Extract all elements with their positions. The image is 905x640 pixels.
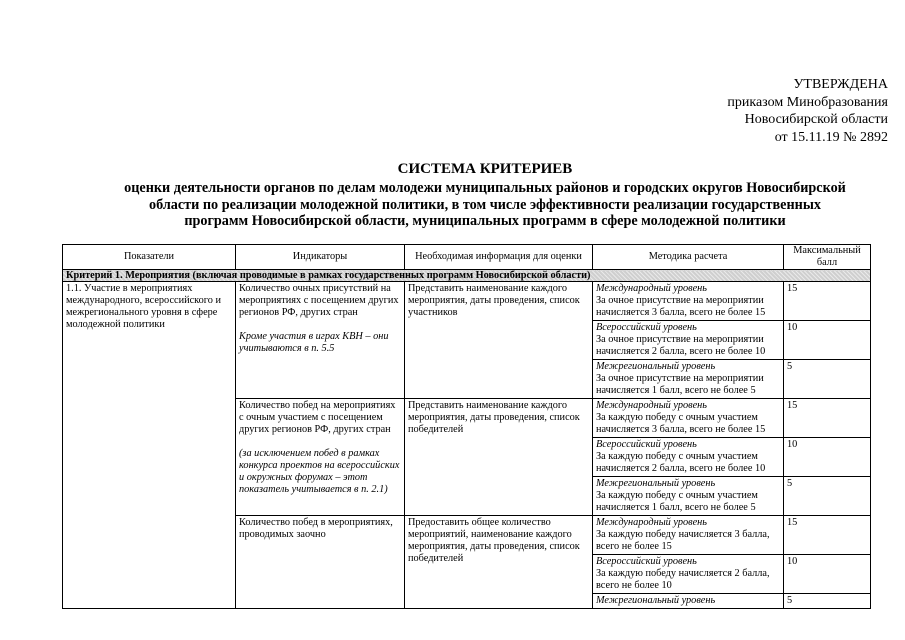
- approval-line-3: Новосибирской области: [744, 112, 888, 127]
- level-label: Всероссийский уровень: [596, 556, 697, 567]
- score-cell: 10: [784, 555, 871, 594]
- indicator-cell: [236, 399, 405, 516]
- method-cell: [593, 555, 784, 594]
- level-label: Межрегиональный уровень: [596, 361, 716, 372]
- score-cell: 15: [784, 516, 871, 555]
- info-cell: Предоставить общее количество мероприятий, наименование каждого мероприятия, даты проведения, список победителей: [405, 516, 593, 609]
- approval-line-1: УТВЕРЖДЕНА: [793, 77, 888, 92]
- criterion-row: [63, 270, 871, 282]
- indicator-cell: [236, 282, 405, 399]
- indicator-text: Количество побед на мероприятиях с очным участием с посещением других регионов РФ, других стран: [239, 400, 396, 435]
- document-subtitle: [60, 180, 905, 230]
- indicator-cell: [236, 516, 405, 609]
- level-label: Межрегиональный уровень: [596, 478, 716, 489]
- method-cell: [593, 594, 784, 609]
- indicator-name-cell: 1.1. Участие в мероприятиях международного, всероссийского и межрегионального уровня в сфере молодежной политики: [63, 282, 236, 609]
- level-label: Международный уровень: [596, 400, 707, 411]
- level-label: Международный уровень: [596, 517, 707, 528]
- approval-line-2: приказом Минобразования: [727, 94, 888, 110]
- level-label: Всероссийский уровень: [596, 322, 697, 333]
- score-cell: 10: [784, 321, 871, 360]
- method-text: За каждую победу с очным участием начисляется 3 балла, всего не более 15: [596, 412, 766, 435]
- score-cell: 5: [784, 477, 871, 516]
- indicator-text: Количество очных присутствий на мероприятиях с посещением других регионов РФ, других стран: [239, 283, 399, 318]
- score-cell: 5: [784, 594, 871, 609]
- level-label: Межрегиональный уровень: [596, 595, 716, 606]
- score-cell: 15: [784, 399, 871, 438]
- header-indicators-group: Показатели: [63, 245, 236, 270]
- criteria-table: [62, 244, 871, 609]
- indicator-note: (за исключением побед в рамках конкурса проектов на всероссийских и окружных форумах – этот показатель учитывается в п. 2.1): [239, 448, 400, 495]
- method-cell: [593, 516, 784, 555]
- method-cell: [593, 321, 784, 360]
- header-required-info: Необходимая информация для оценки: [405, 245, 593, 270]
- method-text: За каждую победу начисляется 2 балла, всего не более 10: [596, 568, 770, 591]
- approval-stamp: [640, 76, 888, 146]
- level-label: Всероссийский уровень: [596, 439, 697, 450]
- header-indicators: Индикаторы: [236, 245, 405, 270]
- table-header-row: [63, 245, 871, 270]
- info-cell: Представить наименование каждого мероприятия, даты проведения, список победителей: [405, 399, 593, 516]
- approval-line-4: от 15.11.19 № 2892: [774, 129, 888, 145]
- score-cell: 5: [784, 360, 871, 399]
- method-text: За каждую победу с очным участием начисляется 1 балл, всего не более 5: [596, 490, 758, 513]
- method-cell: [593, 360, 784, 399]
- method-cell: [593, 399, 784, 438]
- method-text: За очное присутствие на мероприятии начисляется 2 балла, всего не более 10: [596, 334, 766, 357]
- score-cell: 10: [784, 438, 871, 477]
- method-text: За каждую победу начисляется 3 балла, всего не более 15: [596, 529, 770, 552]
- document-title: СИСТЕМА КРИТЕРИЕВ: [397, 161, 573, 177]
- criterion-title: Критерий 1. Мероприятия (включая проводимые в рамках государственных программ Новосибирской области): [63, 270, 871, 282]
- method-text: За каждую победу с очным участием начисляется 2 балла, всего не более 10: [596, 451, 766, 474]
- method-cell: [593, 477, 784, 516]
- level-label: Международный уровень: [596, 283, 707, 294]
- subtitle-line-3: программ Новосибирской области, муниципальных программ в сфере молодежной политики: [184, 213, 786, 229]
- indicator-text: Количество побед в мероприятиях, проводимых заочно: [239, 517, 393, 540]
- header-max-score: Максимальный балл: [784, 245, 871, 270]
- method-text: За очное присутствие на мероприятии начисляется 3 балла, всего не более 15: [596, 295, 766, 318]
- method-text: За очное присутствие на мероприятии начисляется 1 балл, всего не более 5: [596, 373, 764, 396]
- method-cell: [593, 282, 784, 321]
- info-cell: Представить наименование каждого мероприятия, даты проведения, список участников: [405, 282, 593, 399]
- score-cell: 15: [784, 282, 871, 321]
- subtitle-line-2: области по реализации молодежной политики, в том числе эффективности реализации государственных: [149, 196, 821, 213]
- method-cell: [593, 438, 784, 477]
- subtitle-line-1: оценки деятельности органов по делам молодежи муниципальных районов и городских округов Новосибирской: [124, 180, 846, 196]
- indicator-note: Кроме участия в играх КВН – они учитываются в п. 5.5: [239, 331, 389, 354]
- table-row: [63, 282, 871, 321]
- header-method: Методика расчета: [593, 245, 784, 270]
